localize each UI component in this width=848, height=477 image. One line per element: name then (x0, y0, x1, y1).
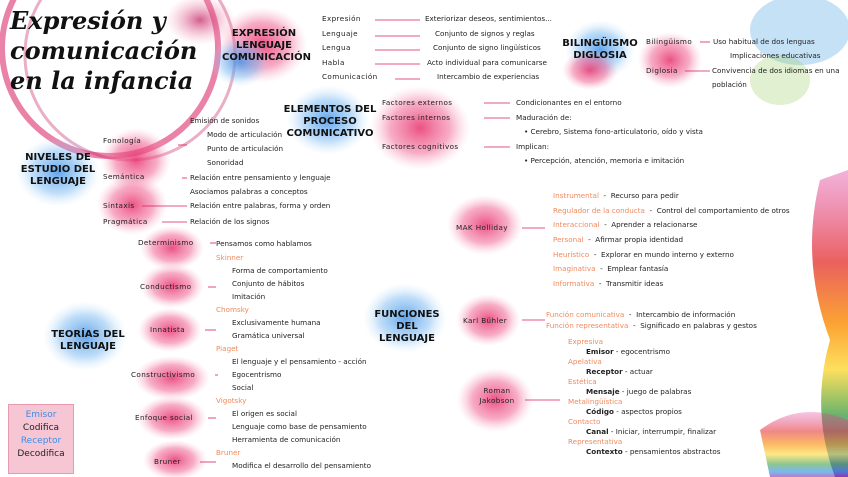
nivel-item: Sonoridad (207, 158, 244, 167)
function-name: Función comunicativa (546, 310, 625, 319)
function-desc: Afirmar propia identidad (595, 235, 684, 245)
theory-item: Modifica el desarrollo del pensamiento (232, 461, 372, 470)
function-desc: - juego de palabras (621, 387, 692, 396)
function-name: Imaginativa (553, 264, 596, 274)
expresion-terms (322, 14, 378, 87)
hub-line: COMUNICATIVO (286, 128, 374, 139)
author-label: MAK Holliday (456, 223, 508, 232)
term-label: Comunicación (322, 72, 378, 81)
theory-label: Constructivismo (131, 370, 196, 379)
theory-item: Herramienta de comunicación (232, 435, 341, 444)
function-name: Metalingüística (568, 397, 623, 406)
theory-label: Conductismo (140, 282, 192, 291)
term-definition: Intercambio de experiencias (437, 72, 540, 81)
nivel-item: Punto de articulación (207, 144, 284, 153)
theory-item: Imitación (232, 292, 266, 301)
hub-line: LENGUAJE (60, 341, 116, 352)
author-line: Roman (483, 386, 511, 395)
function-row (568, 447, 721, 457)
function-row: Heurístico - Explorar en mundo interno y externo (553, 249, 734, 259)
term-label: Diglosia (646, 66, 678, 75)
function-name: Informativa (553, 279, 595, 289)
sticky-note (8, 404, 74, 474)
hub-line: BILINGÜISMO (562, 38, 638, 49)
theory-item: Gramática universal (232, 331, 305, 340)
function-row: Instrumental - Recurso para pedir (553, 191, 679, 200)
factor-label: Factores externos (382, 98, 453, 107)
nivel-item: Modo de articulación (207, 130, 283, 139)
function-desc: Transmitir ideas (606, 279, 664, 289)
page-title (10, 6, 197, 96)
theory-item: Forma de comportamiento (232, 266, 328, 275)
function-desc: Explorar en mundo interno y externo (600, 249, 734, 259)
theory-item: Lenguaje como base de pensamiento (232, 422, 367, 431)
function-row: Regulador de la conducta - Control del comportamiento de otros (553, 205, 790, 215)
expresion-defs (425, 14, 552, 87)
hub-line: DIGLOSIA (573, 50, 627, 61)
function-row (568, 407, 721, 417)
theory-item: Egocentrismo (232, 370, 282, 379)
hub-line: NIVELES DE (25, 152, 91, 163)
function-row (568, 367, 721, 377)
term-label: Bilingüismo (646, 37, 693, 46)
hub-line: ELEMENTOS DEL (283, 104, 377, 115)
nivel-label: Sintaxis (103, 201, 135, 210)
function-name: Contacto (568, 417, 601, 426)
hub-line: PROCESO (303, 116, 357, 127)
hub-bilinguismo (562, 38, 638, 62)
function-key: Canal (586, 427, 609, 436)
hub-line: TEORÍAS DEL (51, 329, 125, 340)
hub-line: LENGUAJE (379, 333, 435, 344)
function-desc: - aspectos propios (616, 407, 682, 416)
theory-item: Social (232, 383, 254, 392)
theory-author: Bruner (216, 448, 241, 457)
nivel-item: Relación de los signos (190, 217, 270, 226)
function-name: Función representativa (546, 321, 629, 330)
function-row: Función comunicativa - Intercambio de información (546, 310, 736, 319)
theory-author: Chomsky (216, 305, 249, 314)
function-name: Apelativa (568, 357, 602, 366)
hub-line: COMUNICACIÓN (222, 52, 312, 63)
term-definition: Convivencia de dos idiomas en una (712, 66, 840, 75)
factor-detail: • Cerebro, Sistema fono-articulatorio, oído y vista (524, 127, 703, 136)
function-key: Emisor (586, 347, 614, 356)
title-line: comunicación (10, 36, 198, 65)
term-definition: Exteriorizar deseos, sentimientos... (425, 14, 552, 23)
author-line: Jakobson (479, 396, 515, 405)
function-desc: - Iniciar, interrumpir, finalizar (610, 427, 717, 436)
hub-elementos (282, 104, 378, 140)
hub-line: LENGUAJE (30, 176, 86, 187)
function-desc: Control del comportamiento de otros (656, 205, 790, 215)
halliday-list (553, 191, 790, 294)
function-row (568, 387, 721, 397)
note-line: Decodifica (17, 449, 65, 459)
function-row: Imaginativa - Emplear fantasía (553, 264, 669, 274)
factor-label: Factores cognitivos (382, 142, 459, 151)
term-definition: Acto individual para comunicarse (427, 57, 547, 67)
function-name: Regulador de la conducta (553, 205, 645, 215)
term-definition: Uso habitual de dos lenguas (713, 37, 815, 46)
nivel-label: Semántica (103, 172, 145, 181)
note-line: Emisor (25, 410, 57, 420)
function-key: Receptor (586, 367, 623, 376)
title-line: en la infancia (10, 66, 194, 95)
term-label: Lengua (322, 43, 351, 52)
nivel-label: Pragmática (103, 217, 148, 226)
author-label (474, 386, 520, 406)
function-row: Informativa - Transmitir ideas (553, 279, 664, 289)
term-definition: Implicaciones educativas (730, 51, 821, 60)
function-key: Contexto (586, 447, 623, 456)
title-line: Expresión y (10, 6, 166, 35)
term-definition: Conjunto de signo lingüísticos (433, 43, 541, 52)
function-row: Función representativa - Significado en palabras y gestos (546, 321, 757, 330)
function-name: Representativa (568, 437, 623, 446)
term-label: Lenguaje (322, 28, 358, 38)
hub-funciones (362, 309, 452, 345)
jakobson-list (568, 337, 721, 457)
function-name: Interaccional (553, 220, 600, 230)
author-label: Karl Bühler (463, 316, 508, 325)
hub-expresion (222, 28, 312, 64)
theory-item: El lenguaje y el pensamiento - acción (232, 357, 367, 366)
function-name: Heurístico (553, 249, 590, 259)
function-name: Expresiva (568, 337, 603, 346)
term-definition: población (712, 80, 747, 89)
nivel-item: Asociamos palabras a conceptos (190, 187, 308, 196)
nivel-item: Emisión de sonidos (190, 116, 260, 125)
hub-teorias (50, 329, 126, 353)
function-row (568, 347, 721, 357)
function-desc: - pensamientos abstractos (624, 447, 721, 456)
nivel-label: Fonología (103, 136, 142, 145)
theory-label: Innatista (150, 325, 186, 334)
buhler-list (546, 310, 757, 332)
function-desc: Aprender a relacionarse (611, 220, 698, 230)
function-name: Estética (568, 377, 597, 386)
note-line: Receptor (20, 436, 62, 446)
function-desc: Emplear fantasía (607, 264, 669, 274)
nivel-item: Relación entre palabras, forma y orden (190, 201, 331, 210)
theory-item: El origen es social (232, 409, 297, 418)
term-label: Expresión (322, 14, 361, 23)
function-row: Personal - Afirmar propia identidad (553, 235, 684, 245)
function-key: Mensaje (586, 387, 620, 396)
factor-label: Factores internos (382, 113, 451, 122)
theory-label: Bruner (154, 457, 181, 466)
function-desc: Significado en palabras y gestos (640, 321, 757, 330)
theory-author: Piaget (216, 344, 239, 353)
function-desc: - actuar (624, 367, 653, 376)
theory-item: Pensamos como hablamos (216, 239, 312, 248)
function-desc: Recurso para pedir (610, 191, 679, 200)
note-line: Codifica (22, 423, 60, 433)
theory-item: Exclusivamente humana (232, 318, 321, 327)
term-label: Habla (322, 57, 345, 67)
function-name: Personal (553, 235, 584, 245)
theory-author: Vigotsky (216, 396, 247, 405)
factor-detail: • Percepción, atención, memoria e imitación (524, 156, 685, 165)
function-key: Código (586, 407, 614, 416)
factor-detail: Maduración de: (516, 113, 572, 122)
hub-line: FUNCIONES DEL (374, 309, 440, 332)
factor-detail: Implican: (516, 142, 550, 151)
term-definition: Conjunto de signos y reglas (435, 28, 535, 38)
theory-label: Determinismo (138, 238, 194, 247)
theory-item: Conjunto de hábitos (232, 279, 305, 288)
function-row (568, 427, 721, 437)
nivel-item: Relación entre pensamiento y lenguaje (190, 173, 331, 182)
theory-author: Skinner (216, 253, 244, 262)
hub-line: EXPRESIÓN (231, 28, 297, 39)
function-name: Instrumental (553, 191, 599, 200)
function-desc: - egocentrismo (615, 347, 671, 356)
theory-label: Enfoque social (135, 413, 193, 422)
factor-detail: Condicionantes en el entorno (516, 98, 622, 107)
hub-line: ESTUDIO DEL (20, 164, 96, 175)
function-row: Interaccional - Aprender a relacionarse (553, 220, 698, 230)
function-desc: Intercambio de información (636, 310, 736, 319)
hub-line: LENGUAJE (236, 40, 292, 51)
hub-niveles (16, 152, 100, 188)
